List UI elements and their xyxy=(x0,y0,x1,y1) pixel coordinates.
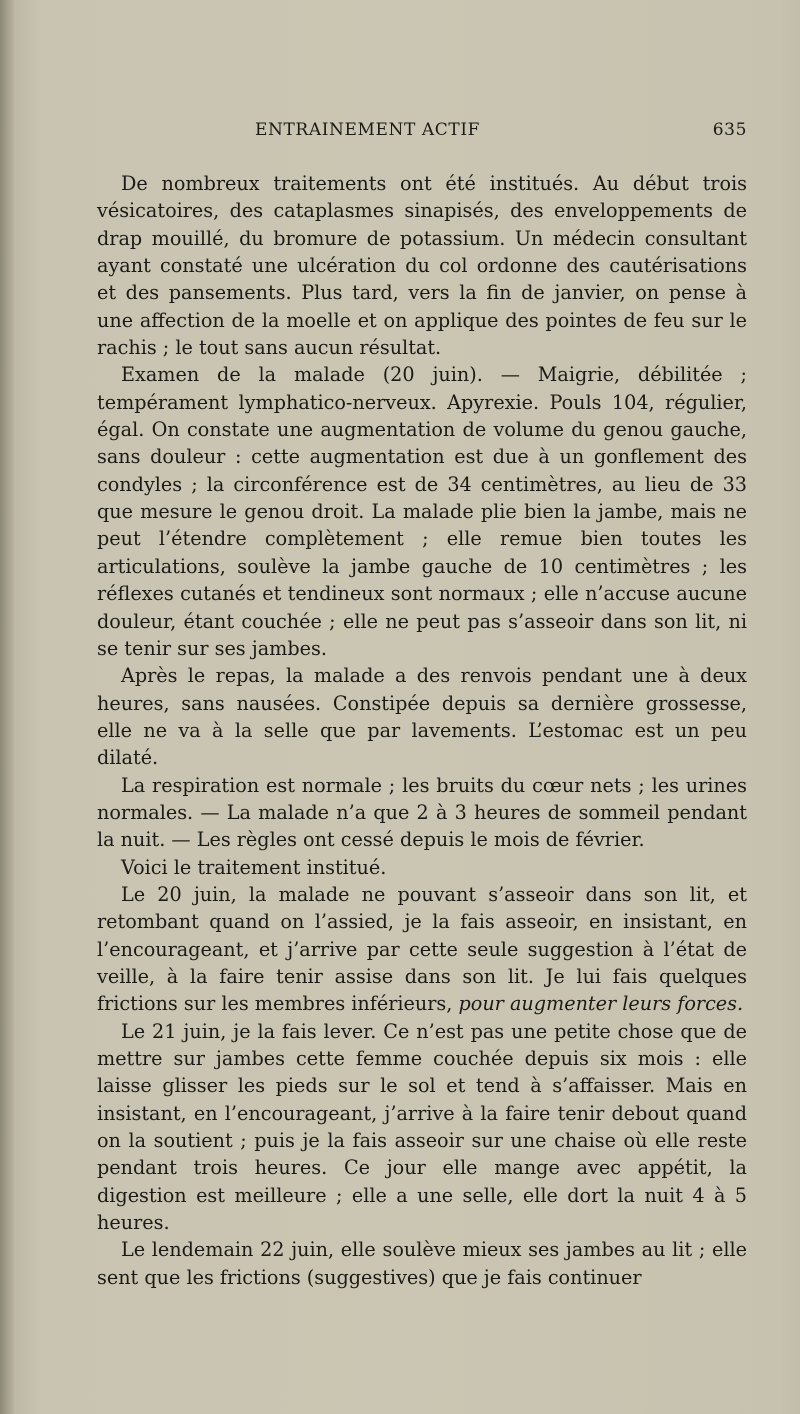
paragraph-text: Voici le traitement institué. xyxy=(121,855,387,879)
paragraph xyxy=(97,170,747,361)
paragraph-text: Le lendemain 22 juin, elle soulève mieux ses jambes au lit ; elle sent que les frictions (suggestives) que je fais continuer xyxy=(97,1238,747,1289)
page-binding-shadow xyxy=(0,0,14,1414)
paragraph-text: Le 21 juin, je la fais lever. Ce n’est pas une petite chose que de mettre sur jambes cette femme couchée depuis six mois : elle laisse glisser les pieds sur le sol et tend à s’affaisser. Mais en insistant, en l’encourageant, j’arrive à la faire tenir debout quand on la soutient ; puis je la fais asseoir sur une chaise où elle reste pendant trois heures. Ce jour elle mange avec appétit, la digestion est meilleure ; elle a une selle, elle dort la nuit 4 à 5 heures. xyxy=(97,1019,747,1235)
paragraph-text: Après le repas, la malade a des renvois pendant une à deux heures, sans nausées. Constipée depuis sa dernière grossesse, elle ne va à la selle que par lavements. L’estomac est un peu dilaté. xyxy=(97,664,747,770)
paragraph xyxy=(97,1236,747,1291)
body-text xyxy=(97,170,747,1291)
paragraph xyxy=(97,361,747,662)
paragraph-text: De nombreux traitements ont été institués. Au début trois vésicatoires, des cataplasmes sinapisés, des enveloppements de drap mouillé, du bromure de potassium. Un médecin consultant ayant constaté une ulcération du col ordonne des cautérisations et des pansements. Plus tard, vers la fin de janvier, on pense à une affection de la moelle et on applique des pointes de feu sur le rachis ; le tout sans aucun résultat. xyxy=(97,172,747,360)
paragraph-text: Le 20 juin, la malade ne pouvant s’asseoir dans son lit, et retombant quand on l’assied, je la fais asseoir, en insistant, en l’encourageant, et j’arrive par cette seule suggestion à l’état de veille, à la faire tenir assise dans son lit. Je lui fais quelques frictions sur les membres inférieurs, xyxy=(97,882,747,1016)
italic-phrase: pour augmenter leurs forces. xyxy=(458,992,744,1016)
paragraph xyxy=(97,881,747,1018)
paragraph xyxy=(97,854,747,881)
paragraph xyxy=(97,1018,747,1237)
paragraph-text: La respiration est normale ; les bruits du cœur nets ; les urines normales. — La malade n’a que 2 à 3 heures de sommeil pendant la nuit. — Les règles ont cessé depuis le mois de février. xyxy=(97,773,747,852)
page-number: 635 xyxy=(712,120,747,140)
running-header xyxy=(255,120,747,146)
paragraph-text: Examen de la malade (20 juin). — Maigrie, débilitée ; tempérament lymphatico-nerveux. Apyrexie. Pouls 104, régulier, égal. On constate une augmentation de volume du genou gauche, sans douleur : cette augmentation est due à un gonflement des condyles ; la circonférence est de 34 centimètres, au lieu de 33 que mesure le genou droit. La malade plie bien la jambe, mais ne peut l’étendre complètement ; elle remue bien toutes les articulations, soulève la jambe gauche de 10 centimètres ; les réflexes cutanés et tendineux sont normaux ; elle n’accuse aucune douleur, étant couchée ; elle ne peut pas s’asseoir dans son lit, ni se tenir sur ses jambes. xyxy=(97,363,747,660)
running-title: ENTRAINEMENT ACTIF xyxy=(255,120,481,140)
paragraph xyxy=(97,772,747,854)
paragraph xyxy=(97,662,747,771)
